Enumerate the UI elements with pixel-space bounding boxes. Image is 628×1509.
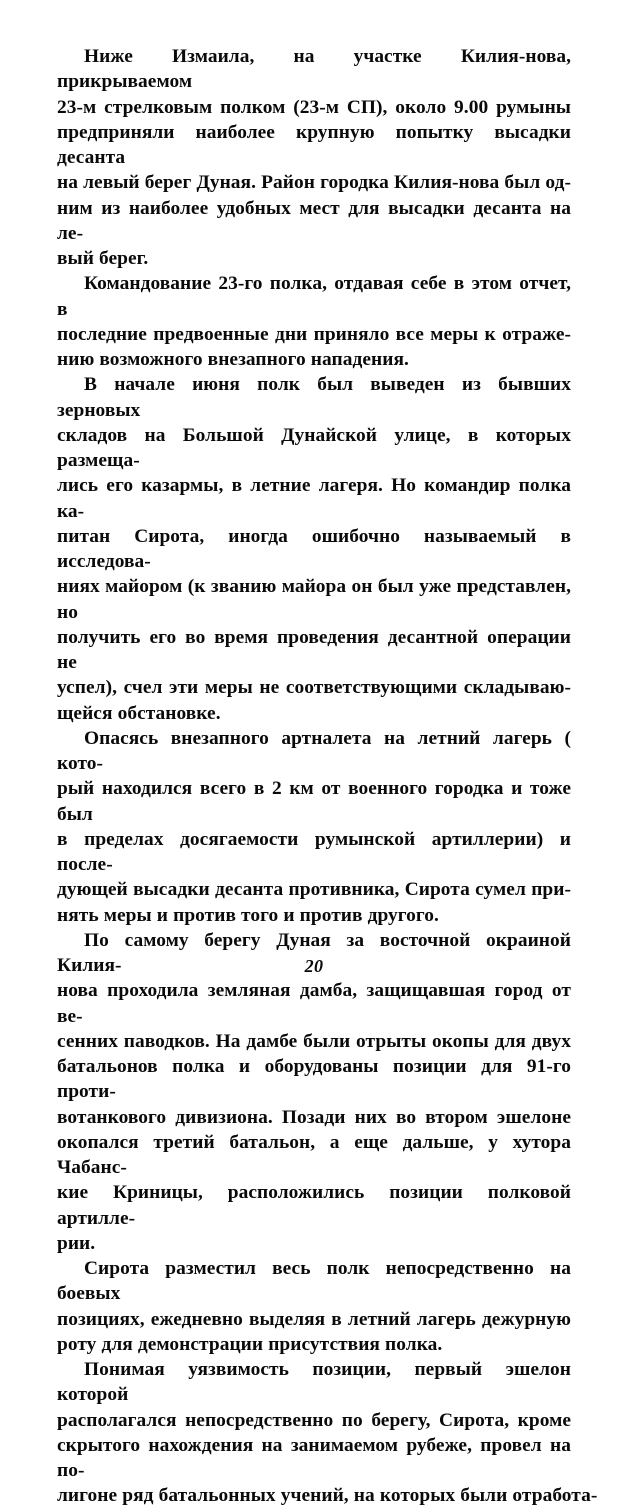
text-line: нять меры и против того и против другого.: [57, 904, 439, 926]
text-line: питан Сирота, иногда ошибочно называемый в исследова-: [57, 525, 571, 572]
text-line: кие Криницы, расположились позиции полковой артилле-: [57, 1182, 571, 1229]
text-line: рии.: [57, 1232, 96, 1254]
paragraph-7: [57, 1357, 598, 1509]
text-line: окопался третий батальон, а еще дальше, у хутора Чабанс-: [57, 1131, 571, 1178]
text-line: на левый берег Дуная. Район городка Килия-нова был од-: [57, 172, 571, 194]
text-line: ним из наиболее удобных мест для высадки десанта на ле-: [57, 197, 571, 244]
text-line: рый находился всего в 2 км от военного городка и тоже был: [57, 778, 571, 825]
text-line-content: Сирота разместил весь полк непосредственно на боевых: [57, 1258, 571, 1305]
text-line: роту для демонстрации присутствия полка.: [57, 1333, 443, 1355]
paragraph-3: [57, 372, 571, 726]
text-line: [57, 1357, 571, 1408]
text-line: скрытого нахождения на занимаемом рубеже, провел на по-: [57, 1434, 571, 1481]
text-line: получить его во время проведения десантной операции не: [57, 626, 571, 673]
text-line: нию возможного внезапного нападения.: [57, 349, 409, 370]
text-line: лись его казармы, в летние лагеря. Но командир полка ка-: [57, 475, 571, 522]
text-line: дующей высадки десанта противника, Сирота сумел при-: [57, 879, 571, 901]
text-line: ниях майором (к званию майора он был уже представлен, но: [57, 576, 571, 623]
text-line: успел), счел эти меры не соответствующими складываю-: [57, 677, 571, 699]
text-line: предприняли наиболее крупную попытку высадки десанта: [57, 121, 571, 168]
text-line-content: По самому берегу Дуная за восточной окраиной Килия-: [57, 929, 571, 976]
text-line: складов на Большой Дунайской улице, в которых размеща-: [57, 424, 571, 471]
text-line: позициях, ежедневно выделяя в летний лагерь дежурную: [57, 1308, 571, 1330]
paragraph-1: [57, 44, 571, 271]
text-line: батальонов полка и оборудованы позиции для 91-го проти-: [57, 1056, 571, 1103]
text-line: сенних паводков. На дамбе были отрыты окопы для двух: [57, 1030, 571, 1052]
text-line-content: Командование 23-го полка, отдавая себе в этом отчет, в: [57, 273, 571, 320]
text-line-content: Ниже Измаила, на участке Килия-нова, прикрываемом: [57, 46, 571, 93]
text-line: лигоне ряд батальонных учений, на которых были отработа-: [57, 1485, 598, 1507]
text-line-content: Опасясь внезапного артналета на летний лагерь ( кото-: [57, 727, 571, 774]
text-line-content: Понимая уязвимость позиции, первый эшелон которой: [57, 1359, 571, 1406]
page-number: 20: [304, 956, 324, 976]
text-line: [57, 271, 571, 322]
text-line: вотанкового дивизиона. Позади них во втором эшелоне: [57, 1106, 571, 1128]
paragraph-2: [57, 271, 571, 372]
text-line: 23-м стрелковым полком (23-м СП), около 9.00 румыны: [57, 96, 571, 118]
text-line: нова проходила земляная дамба, защищавшая город от ве-: [57, 980, 571, 1027]
body-text-block: [57, 44, 598, 1509]
text-line-content: В начале июня полк был выведен из бывших зерновых: [57, 374, 571, 421]
text-line: [57, 726, 571, 777]
paragraph-6: [57, 1256, 571, 1357]
text-line: в пределах досягаемости румынской артиллерии) и после-: [57, 828, 571, 875]
text-line: [57, 1256, 571, 1307]
paragraph-4: [57, 726, 571, 928]
text-line: [57, 372, 571, 423]
text-line: располагался непосредственно по берегу, Сирота, кроме: [57, 1409, 571, 1431]
text-line: [57, 44, 571, 95]
text-line: вый берег.: [57, 248, 149, 269]
text-line: щейся обстановке.: [57, 702, 221, 724]
text-line: последние предвоенные дни приняло все меры к отраже-: [57, 323, 571, 345]
